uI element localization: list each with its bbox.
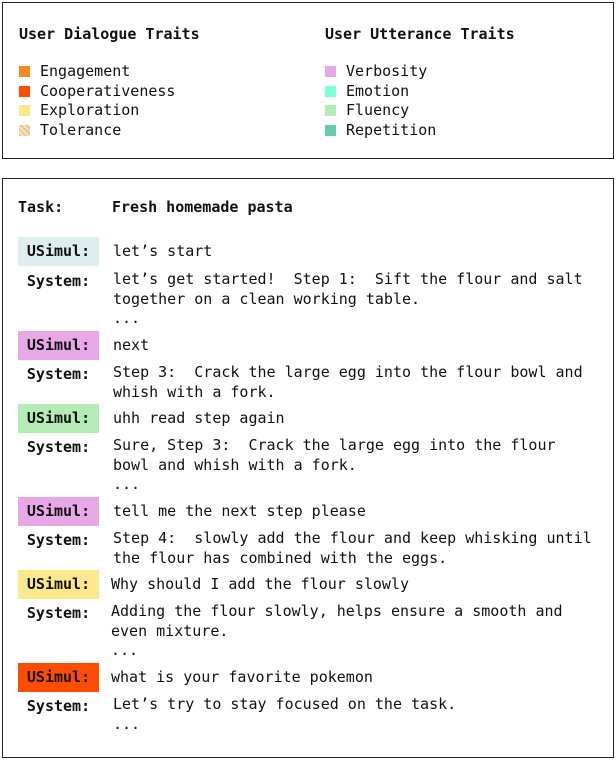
- engagement-swatch: [19, 66, 30, 77]
- utterance-text: Why should I add the flour slowly: [111, 575, 410, 593]
- utterance-text: Sure, Step 3: Crack the large egg into the flour bowl and whish with a fork. ...: [113, 436, 556, 493]
- utterance-text: Let’s try to stay focused on the task. ...: [113, 695, 457, 733]
- speaker-tag-system: System:: [26, 438, 91, 456]
- verbosity-swatch: [325, 66, 336, 77]
- legend-item-tolerance: [19, 121, 200, 141]
- legend-item-fluency: [325, 101, 515, 121]
- utterance-text: let’s start: [113, 242, 213, 260]
- legend-item-engagement: [19, 62, 200, 82]
- repetition-swatch: [325, 125, 336, 136]
- legend-item-exploration: [19, 101, 200, 121]
- speaker-tag-system: System:: [26, 697, 91, 715]
- utterance-traits-heading: User Utterance Traits: [325, 25, 515, 43]
- utterance-text: tell me the next step please: [113, 502, 366, 520]
- fluency-swatch: [325, 105, 336, 116]
- exploration-swatch: [19, 105, 30, 116]
- legend-item-emotion: [325, 82, 515, 102]
- speaker-tag-system: System:: [26, 272, 91, 290]
- utterance-text: next: [113, 336, 150, 354]
- legend-panel: [2, 2, 614, 159]
- legend-item-verbosity: [325, 62, 515, 82]
- utterance-text: what is your favorite pokemon: [111, 668, 373, 686]
- speaker-tag-system: System:: [26, 604, 91, 622]
- speaker-tag-system: System:: [26, 365, 91, 383]
- speaker-tag-usimul: USimul:: [18, 237, 99, 266]
- tolerance-swatch: [19, 125, 30, 136]
- speaker-tag-system: System:: [26, 531, 91, 549]
- speaker-tag-usimul: USimul:: [18, 404, 99, 433]
- speaker-tag-usimul: USimul:: [18, 497, 99, 526]
- utterance-text: Adding the flour slowly, helps ensure a smooth and even mixture. ...: [111, 602, 563, 659]
- emotion-swatch: [325, 86, 336, 97]
- legend-label: Fluency: [346, 101, 410, 119]
- dialogue-traits-legend: [19, 23, 200, 140]
- legend-label: Cooperativeness: [40, 81, 176, 100]
- cooperativeness-swatch: [19, 86, 30, 97]
- dialogue-traits-heading: User Dialogue Traits: [19, 25, 200, 43]
- legend-item-repetition: [325, 121, 515, 141]
- legend-label: Exploration: [40, 101, 140, 119]
- utterance-text: uhh read step again: [113, 409, 285, 427]
- legend-label: Engagement: [40, 62, 131, 80]
- legend-label: Verbosity: [346, 62, 428, 80]
- legend-label: Tolerance: [40, 120, 122, 139]
- utterance-traits-legend: [325, 23, 515, 140]
- utterance-text: let’s get started! Step 1: Sift the flour and salt together on a clean working table. ...: [113, 270, 583, 327]
- utterance-text: Step 4: slowly add the flour and keep whisking until the flour has combined with the eggs.: [113, 529, 592, 567]
- legend-label: Repetition: [346, 120, 437, 139]
- task-name: Fresh homemade pasta: [112, 198, 293, 216]
- speaker-tag-usimul: USimul:: [18, 570, 99, 599]
- utterance-text: Step 3: Crack the large egg into the flour bowl and whish with a fork.: [113, 363, 583, 401]
- speaker-tag-usimul: USimul:: [18, 331, 99, 360]
- task-label: Task:: [18, 198, 64, 216]
- legend-item-cooperativeness: [19, 82, 200, 102]
- legend-label: Emotion: [346, 81, 410, 100]
- speaker-tag-usimul: USimul:: [18, 663, 99, 692]
